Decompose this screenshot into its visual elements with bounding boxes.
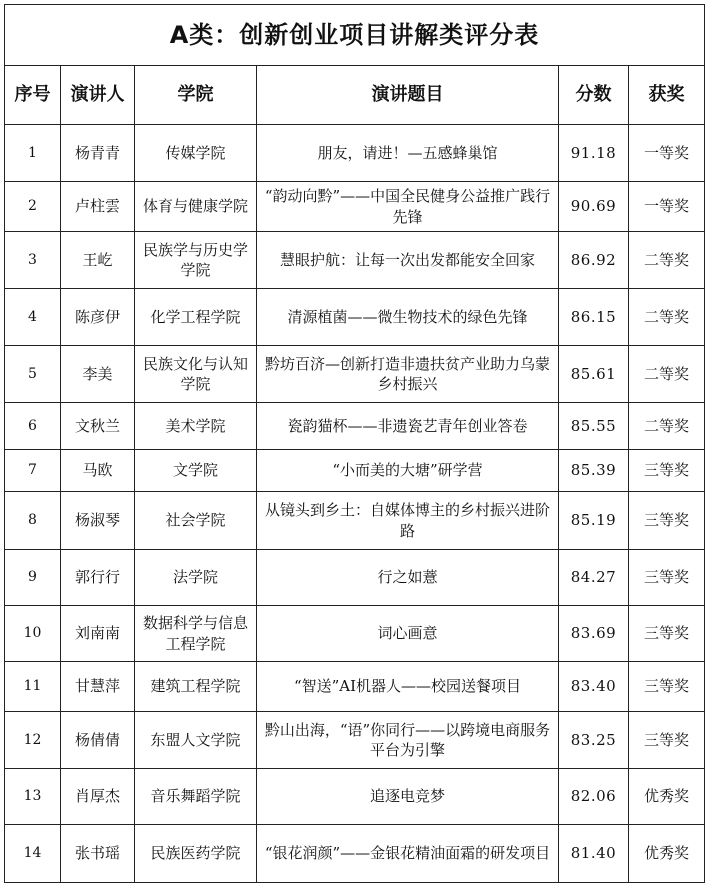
cell-college: 民族文化与认知学院: [135, 346, 257, 403]
cell-topic: “韵动向黔”——中国全民健身公益推广践行先锋: [257, 182, 559, 232]
cell-college: 传媒学院: [135, 125, 257, 182]
cell-speaker: 杨淑琴: [61, 492, 135, 550]
cell-score: 86.92: [559, 232, 629, 289]
cell-award: 二等奖: [629, 232, 705, 289]
cell-speaker: 张书瑶: [61, 825, 135, 883]
cell-speaker: 肖厚杰: [61, 769, 135, 825]
cell-score: 83.40: [559, 662, 629, 712]
cell-award: 优秀奖: [629, 825, 705, 883]
cell-award: 三等奖: [629, 712, 705, 769]
cell-topic: “小而美的大塘”研学营: [257, 450, 559, 492]
cell-speaker: 王屹: [61, 232, 135, 289]
cell-award: 二等奖: [629, 403, 705, 450]
cell-college: 民族医药学院: [135, 825, 257, 883]
table-row: [5, 769, 705, 825]
cell-speaker: 杨青青: [61, 125, 135, 182]
cell-score: 83.69: [559, 606, 629, 662]
cell-index: 9: [5, 550, 61, 606]
cell-award: 一等奖: [629, 125, 705, 182]
cell-college: 数据科学与信息工程学院: [135, 606, 257, 662]
cell-index: 14: [5, 825, 61, 883]
cell-award: 二等奖: [629, 289, 705, 346]
cell-score: 84.27: [559, 550, 629, 606]
cell-speaker: 陈彦伊: [61, 289, 135, 346]
table-row: [5, 450, 705, 492]
header-speaker: 演讲人: [61, 66, 135, 125]
table-row: [5, 550, 705, 606]
header-index: 序号: [5, 66, 61, 125]
table-row: [5, 125, 705, 182]
cell-college: 社会学院: [135, 492, 257, 550]
table-row: [5, 662, 705, 712]
title-row: [5, 5, 705, 66]
cell-speaker: 郭行行: [61, 550, 135, 606]
cell-college: 体育与健康学院: [135, 182, 257, 232]
score-table: [4, 4, 705, 883]
cell-index: 6: [5, 403, 61, 450]
cell-college: 美术学院: [135, 403, 257, 450]
cell-topic: 追逐电竞梦: [257, 769, 559, 825]
cell-index: 1: [5, 125, 61, 182]
cell-speaker: 李美: [61, 346, 135, 403]
cell-index: 7: [5, 450, 61, 492]
table-row: [5, 606, 705, 662]
table-row: [5, 232, 705, 289]
header-topic: 演讲题目: [257, 66, 559, 125]
cell-award: 三等奖: [629, 606, 705, 662]
cell-index: 8: [5, 492, 61, 550]
cell-topic: “智送”AI机器人——校园送餐项目: [257, 662, 559, 712]
cell-score: 85.39: [559, 450, 629, 492]
cell-award: 三等奖: [629, 662, 705, 712]
cell-topic: 从镜头到乡土：自媒体博主的乡村振兴进阶路: [257, 492, 559, 550]
cell-speaker: 马欧: [61, 450, 135, 492]
cell-score: 90.69: [559, 182, 629, 232]
cell-score: 91.18: [559, 125, 629, 182]
cell-topic: 词心画意: [257, 606, 559, 662]
cell-index: 3: [5, 232, 61, 289]
cell-score: 86.15: [559, 289, 629, 346]
cell-topic: 行之如薏: [257, 550, 559, 606]
cell-score: 85.19: [559, 492, 629, 550]
table-row: [5, 289, 705, 346]
cell-award: 三等奖: [629, 450, 705, 492]
cell-college: 文学院: [135, 450, 257, 492]
cell-topic: 瓷韵猫杯——非遗瓷艺青年创业答卷: [257, 403, 559, 450]
cell-topic: “银花润颜”——金银花精油面霜的研发项目: [257, 825, 559, 883]
cell-award: 三等奖: [629, 492, 705, 550]
table-row: [5, 346, 705, 403]
cell-index: 2: [5, 182, 61, 232]
cell-score: 85.61: [559, 346, 629, 403]
header-college: 学院: [135, 66, 257, 125]
cell-index: 4: [5, 289, 61, 346]
header-score: 分数: [559, 66, 629, 125]
table-row: [5, 403, 705, 450]
cell-award: 一等奖: [629, 182, 705, 232]
cell-score: 81.40: [559, 825, 629, 883]
cell-college: 法学院: [135, 550, 257, 606]
cell-college: 化学工程学院: [135, 289, 257, 346]
cell-topic: 清源植菌——微生物技术的绿色先锋: [257, 289, 559, 346]
cell-award: 优秀奖: [629, 769, 705, 825]
cell-score: 85.55: [559, 403, 629, 450]
cell-index: 5: [5, 346, 61, 403]
cell-topic: 黔山出海，“语”你同行——以跨境电商服务平台为引擎: [257, 712, 559, 769]
table-row: [5, 712, 705, 769]
header-row: [5, 66, 705, 125]
cell-topic: 黔坊百济—创新打造非遗扶贫产业助力乌蒙乡村振兴: [257, 346, 559, 403]
table-row: [5, 492, 705, 550]
cell-speaker: 刘南南: [61, 606, 135, 662]
cell-speaker: 杨倩倩: [61, 712, 135, 769]
cell-speaker: 甘慧萍: [61, 662, 135, 712]
cell-college: 民族学与历史学学院: [135, 232, 257, 289]
header-award: 获奖: [629, 66, 705, 125]
cell-award: 二等奖: [629, 346, 705, 403]
cell-college: 东盟人文学院: [135, 712, 257, 769]
cell-speaker: 文秋兰: [61, 403, 135, 450]
cell-index: 10: [5, 606, 61, 662]
cell-college: 音乐舞蹈学院: [135, 769, 257, 825]
cell-index: 13: [5, 769, 61, 825]
table-row: [5, 825, 705, 883]
cell-speaker: 卢柱雲: [61, 182, 135, 232]
table-title: A类：创新创业项目讲解类评分表: [5, 5, 705, 66]
cell-college: 建筑工程学院: [135, 662, 257, 712]
cell-topic: 朋友，请进！—五感蜂巢馆: [257, 125, 559, 182]
cell-score: 83.25: [559, 712, 629, 769]
cell-award: 三等奖: [629, 550, 705, 606]
cell-score: 82.06: [559, 769, 629, 825]
cell-index: 12: [5, 712, 61, 769]
table-row: [5, 182, 705, 232]
cell-index: 11: [5, 662, 61, 712]
cell-topic: 慧眼护航：让每一次出发都能安全回家: [257, 232, 559, 289]
